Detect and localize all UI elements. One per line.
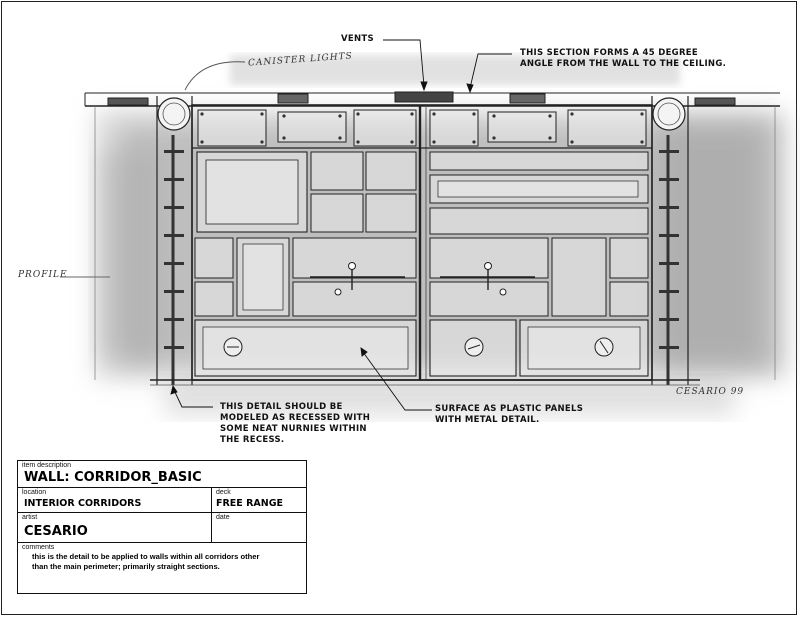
comments-row <box>18 543 306 593</box>
date-cell <box>212 513 306 542</box>
canister-lights-label: CANISTER LIGHTS <box>247 51 354 69</box>
comments-value: this is the detail to be applied to walls within all corridors other than the main perimeter; primarily straight sections. <box>32 552 260 571</box>
profile-label: PROFILE <box>18 270 68 280</box>
item-description-label: item description <box>22 462 72 469</box>
title-block <box>17 460 307 594</box>
artist-row <box>18 513 306 543</box>
deck-cell <box>212 488 306 512</box>
vents-label: VENTS <box>341 34 374 44</box>
recessed-detail-note: THIS DETAIL SHOULD BE MODELED AS RECESSED WITH SOME NEAT NURNIES WITHIN THE RECESS. <box>220 402 371 445</box>
date-label: date <box>216 514 230 521</box>
artist-signature: CESARIO 99 <box>676 387 745 397</box>
location-row <box>18 488 306 513</box>
surface-note: SURFACE AS PLASTIC PANELS WITH METAL DETAIL. <box>435 404 584 425</box>
artist-value: CESARIO <box>24 524 88 539</box>
location-cell <box>18 488 212 512</box>
artist-label: artist <box>22 514 38 521</box>
deck-value: FREE RANGE <box>216 498 283 509</box>
item-description-value: WALL: CORRIDOR_BASIC <box>24 470 202 485</box>
deck-label: deck <box>216 489 231 496</box>
comments-label: comments <box>22 544 55 551</box>
location-value: INTERIOR CORRIDORS <box>24 498 142 509</box>
section-angle-note: THIS SECTION FORMS A 45 DEGREE ANGLE FROM THE WALL TO THE CEILING. <box>520 48 727 69</box>
location-label: location <box>22 489 47 496</box>
item-description-row <box>18 461 306 488</box>
artist-cell <box>18 513 212 542</box>
